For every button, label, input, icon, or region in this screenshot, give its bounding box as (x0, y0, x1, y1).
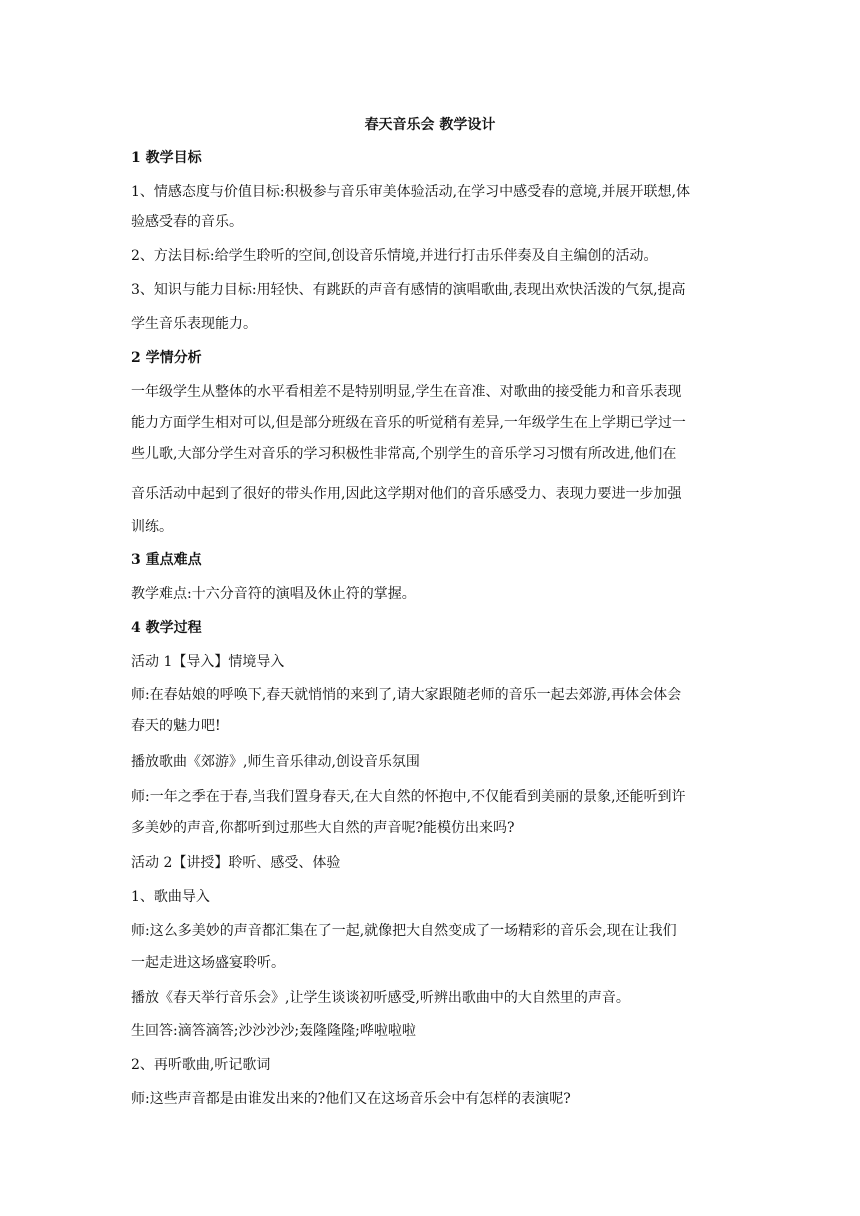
paragraph-line: 2、再听歌曲,听记歌词 (131, 1057, 271, 1073)
paragraph-line: 2、方法目标:给学生聆听的空间,创设音乐情境,并进行打击乐伴奏及自主编创的活动。 (131, 248, 658, 264)
paragraph-line: 播放歌曲《郊游》,师生音乐律动,创设音乐氛围 (131, 754, 420, 770)
paragraph-line: 师:这些声音都是由谁发出来的?他们又在这场音乐会中有怎样的表演呢? (131, 1091, 571, 1107)
section-heading-objectives: 1 教学目标 (131, 150, 202, 166)
paragraph-line: 一起走进这场盛宴聆听。 (131, 955, 285, 971)
paragraph-line: 师:一年之季在于春,当我们置身春天,在大自然的怀抱中,不仅能看到美丽的景象,还能听到许 (131, 789, 686, 805)
section-heading-analysis: 2 学情分析 (131, 350, 202, 366)
paragraph-line: 活动 1【导入】情境导入 (131, 654, 285, 670)
paragraph-line: 些儿歌,大部分学生对音乐的学习积极性非常高,个别学生的音乐学习习惯有所改进,他们在 (131, 446, 677, 462)
paragraph-line: 师:这么多美妙的声音都汇集在了一起,就像把大自然变成了一场精彩的音乐会,现在让我们 (131, 923, 677, 939)
section-heading-key-points: 3 重点难点 (131, 552, 202, 568)
paragraph-line: 能力方面学生相对可以,但是部分班级在音乐的听觉稍有差异,一年级学生在上学期已学过一 (131, 415, 686, 431)
paragraph-line: 音乐活动中起到了很好的带头作用,因此这学期对他们的音乐感受力、表现力要进一步加强 (131, 486, 682, 502)
document-title: 春天音乐会 教学设计 (364, 117, 496, 133)
paragraph-line: 1、歌曲导入 (131, 889, 210, 905)
paragraph-line: 一年级学生从整体的水平看相差不是特别明显,学生在音准、对歌曲的接受能力和音乐表现 (131, 384, 682, 400)
paragraph-line: 生回答:滴答滴答;沙沙沙沙;轰隆隆隆;哗啦啦啦 (131, 1023, 416, 1039)
paragraph-line: 教学难点:十六分音符的演唱及休止符的掌握。 (131, 586, 416, 602)
paragraph-line: 春天的魅力吧! (131, 718, 221, 734)
paragraph-line: 师:在春姑娘的呼唤下,春天就悄悄的来到了,请大家跟随老师的音乐一起去郊游,再体会体会 (131, 687, 682, 703)
paragraph-line: 验感受春的音乐。 (131, 214, 243, 230)
paragraph-line: 播放《春天举行音乐会》,让学生谈谈初听感受,听辨出歌曲中的大自然里的声音。 (131, 990, 630, 1006)
paragraph-line: 1、情感态度与价值目标:积极参与音乐审美体验活动,在学习中感受春的意境,并展开联想,体 (131, 184, 690, 200)
paragraph-line: 训练。 (131, 519, 173, 535)
paragraph-line: 3、知识与能力目标:用轻快、有跳跃的声音有感情的演唱歌曲,表现出欢快活泼的气氛,提高 (131, 282, 686, 298)
paragraph-line: 活动 2【讲授】聆听、感受、体验 (131, 855, 341, 871)
paragraph-line: 学生音乐表现能力。 (131, 316, 257, 332)
paragraph-line: 多美妙的声音,你都听到过那些大自然的声音呢?能模仿出来吗? (131, 820, 515, 836)
section-heading-process: 4 教学过程 (131, 620, 202, 636)
